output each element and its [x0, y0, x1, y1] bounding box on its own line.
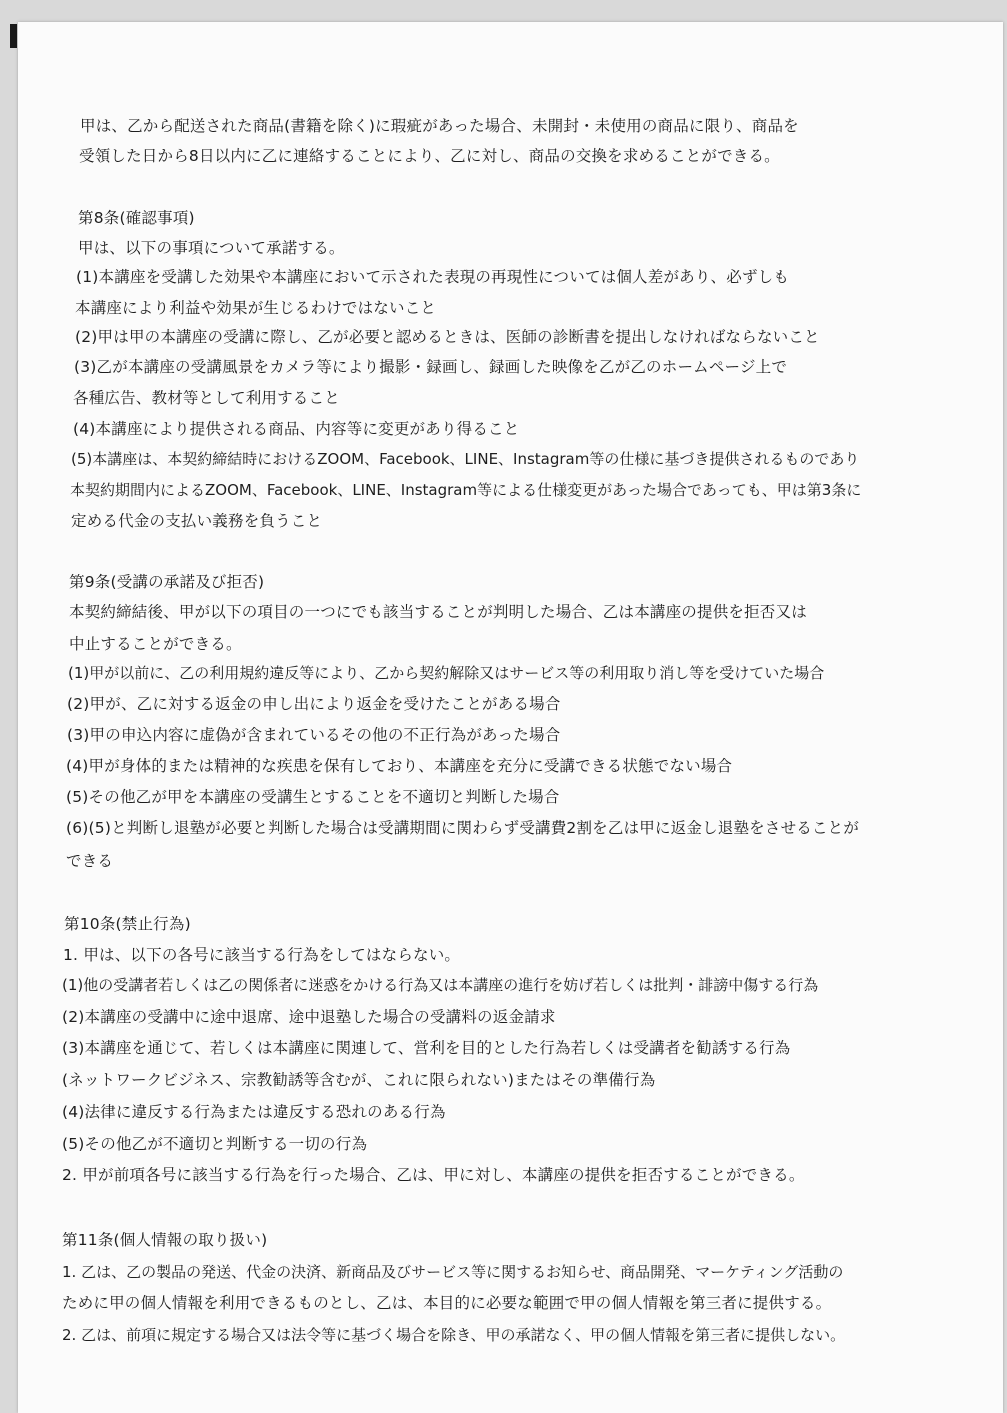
- text-line: (3)乙が本講座の受講風景をカメラ等により撮影・録画し、録画した映像を乙が乙のホームページ上で: [74, 358, 788, 376]
- text-line: (3)甲の申込内容に虚偽が含まれているその他の不正行為があった場合: [67, 726, 561, 744]
- text-line: (2)甲は甲の本講座の受講に際し、乙が必要と認めるときは、医師の診断書を提出しなければならないこと: [75, 328, 820, 346]
- text-line: 受領した日から8日以内に乙に連絡することにより、乙に対し、商品の交換を求めることができる。: [79, 147, 780, 165]
- text-line: (4)甲が身体的または精神的な疾患を保有しており、本講座を充分に受講できる状態でない場合: [66, 757, 733, 775]
- text-line: 1. 甲は、以下の各号に該当する行為をしてはならない。: [63, 946, 461, 964]
- text-line: 各種広告、教材等として利用すること: [73, 389, 340, 407]
- text-line: 本契約期間内によるZOOM、Facebook、LINE、Instagram等による仕様変更があった場合であっても、甲は第3条に: [70, 481, 862, 499]
- text-line: (6)(5)と判断し退塾が必要と判断した場合は受講期間に関わらず受講費2割を乙は甲に返金し退塾をさせることが: [66, 819, 860, 837]
- article-10-heading: 第10条(禁止行為): [64, 915, 191, 933]
- article-11-heading: 第11条(個人情報の取り扱い): [62, 1231, 268, 1249]
- article-8-heading: 第8条(確認事項): [78, 209, 195, 227]
- text-line: (2)本講座の受講中に途中退席、途中退塾した場合の受講料の返金請求: [62, 1008, 556, 1026]
- text-line: (4)法律に違反する行為または違反する恐れのある行為: [62, 1103, 446, 1121]
- text-line: (2)甲が、乙に対する返金の申し出により返金を受けたことがある場合: [67, 695, 561, 713]
- text-line: (3)本講座を通じて、若しくは本講座に関連して、営利を目的とした行為若しくは受講者を勧誘する行為: [62, 1039, 791, 1057]
- text-line: (1)本講座を受講した効果や本講座において示された表現の再現性については個人差があり、必ずしも: [76, 268, 790, 286]
- text-line: (ネットワークビジネス、宗教勧誘等含むが、これに限られない)またはその準備行為: [62, 1071, 656, 1089]
- scan-edge-mark-left: [10, 24, 17, 48]
- text-line: 定める代金の支払い義務を負うこと: [71, 512, 323, 530]
- text-line: (5)その他乙が甲を本講座の受講生とすることを不適切と判断した場合: [66, 788, 560, 806]
- text-line: 甲は、以下の事項について承諾する。: [78, 239, 345, 257]
- text-line: 本講座により利益や効果が生じるわけではないこと: [75, 299, 437, 317]
- article-9-heading: 第9条(受講の承諾及び拒否): [69, 573, 265, 591]
- text-line: できる: [66, 852, 114, 870]
- text-line: ために甲の個人情報を利用できるものとし、乙は、本目的に必要な範囲で甲の個人情報を第三者に提供する。: [62, 1294, 832, 1312]
- text-line: 甲は、乙から配送された商品(書籍を除く)に瑕疵があった場合、未開封・未使用の商品に限り、商品を: [80, 117, 799, 135]
- text-line: (4)本講座により提供される商品、内容等に変更があり得ること: [73, 420, 520, 438]
- text-line: (1)甲が以前に、乙の利用規約違反等により、乙から契約解除又はサービス等の利用取り消し等を受けていた場合: [68, 664, 825, 682]
- document-page: [18, 22, 1003, 1413]
- text-line: 中止することができる。: [69, 635, 242, 653]
- text-line: 本契約締結後、甲が以下の項目の一つにでも該当することが判明した場合、乙は本講座の提供を拒否又は: [69, 603, 807, 621]
- text-line: (5)その他乙が不適切と判断する一切の行為: [62, 1135, 368, 1153]
- text-line: 2. 甲が前項各号に該当する行為を行った場合、乙は、甲に対し、本講座の提供を拒否することができる。: [62, 1166, 805, 1184]
- text-line: (5)本講座は、本契約締結時におけるZOOM、Facebook、LINE、Instagram等の仕様に基づき提供されるものであり: [71, 450, 860, 468]
- text-line: 1. 乙は、乙の製品の発送、代金の決済、新商品及びサービス等に関するお知らせ、商品開発、マーケティング活動の: [62, 1263, 844, 1281]
- text-line: (1)他の受講者若しくは乙の関係者に迷惑をかける行為又は本講座の進行を妨げ若しくは批判・誹謗中傷する行為: [62, 976, 819, 994]
- text-line: 2. 乙は、前項に規定する場合又は法令等に基づく場合を除き、甲の承諾なく、甲の個人情報を第三者に提供しない。: [62, 1326, 846, 1344]
